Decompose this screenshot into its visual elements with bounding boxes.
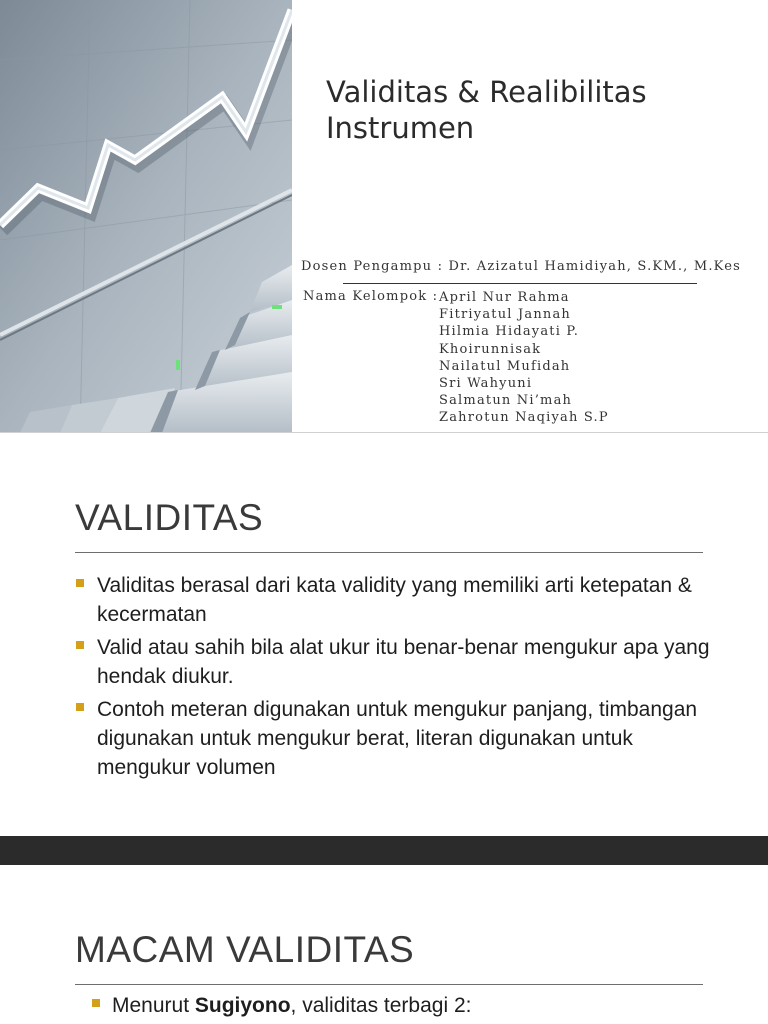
macam-validitas-slide: [0, 865, 768, 1024]
title-line-1: Validitas & Realibilitas: [326, 75, 647, 109]
member-name: Fitriyatul Jannah: [439, 307, 571, 323]
slide-divider-band: [0, 836, 768, 865]
slide-title: MACAM VALIDITAS: [75, 929, 415, 970]
stairs-growth-photo: [0, 0, 292, 433]
title-rule: [75, 552, 703, 553]
presentation-title: [326, 74, 746, 146]
lecturer-underline: [343, 283, 697, 284]
member-name: Nailatul Mufidah: [439, 358, 571, 374]
square-bullet-icon: [76, 579, 84, 587]
member-name: Zahrotun Naqiyah S.P: [439, 410, 609, 426]
bullet-text: Validitas berasal dari kata validity yang memiliki arti ketepatan & kecermatan: [97, 574, 692, 626]
lecturer-line: Dosen Pengampu : Dr. Azizatul Hamidiyah, S.KM., M.Kes: [301, 259, 741, 274]
bullet-item: [75, 571, 715, 629]
square-bullet-icon: [76, 703, 84, 711]
title-slide: [0, 0, 768, 433]
bullet-list: [75, 571, 715, 786]
member-name: Hilmia Hidayati P.: [439, 324, 580, 340]
bullet-item: [92, 991, 471, 1020]
slide-title: VALIDITAS: [75, 497, 264, 538]
square-bullet-icon: [76, 641, 84, 649]
member-name: Salmatun Ni’mah: [439, 393, 573, 409]
bullet-text: Valid atau sahih bila alat ukur itu benar-benar mengukur apa yang hendak diukur.: [97, 636, 710, 688]
group-members-label: Nama Kelompok :: [303, 289, 439, 304]
square-bullet-icon: [92, 999, 100, 1007]
member-name: April Nur Rahma: [439, 290, 570, 305]
bullet-item: [75, 695, 715, 782]
bullet-suffix: , validitas terbagi 2:: [290, 994, 472, 1017]
member-name: Sri Wahyuni: [439, 376, 533, 392]
member-name: Khoirunnisak: [439, 341, 542, 357]
title-line-2: Instrumen: [326, 111, 475, 145]
validitas-slide: [0, 433, 768, 836]
bullet-prefix: Menurut: [112, 994, 195, 1017]
bullet-text: Contoh meteran digunakan untuk mengukur panjang, timbangan digunakan untuk mengukur berat, literan digunakan untuk mengukur volumen: [97, 698, 698, 779]
title-rule: [75, 984, 703, 985]
group-members-list: [439, 289, 609, 427]
bullet-item: [75, 633, 715, 691]
bullet-bold-name: Sugiyono: [194, 994, 291, 1017]
